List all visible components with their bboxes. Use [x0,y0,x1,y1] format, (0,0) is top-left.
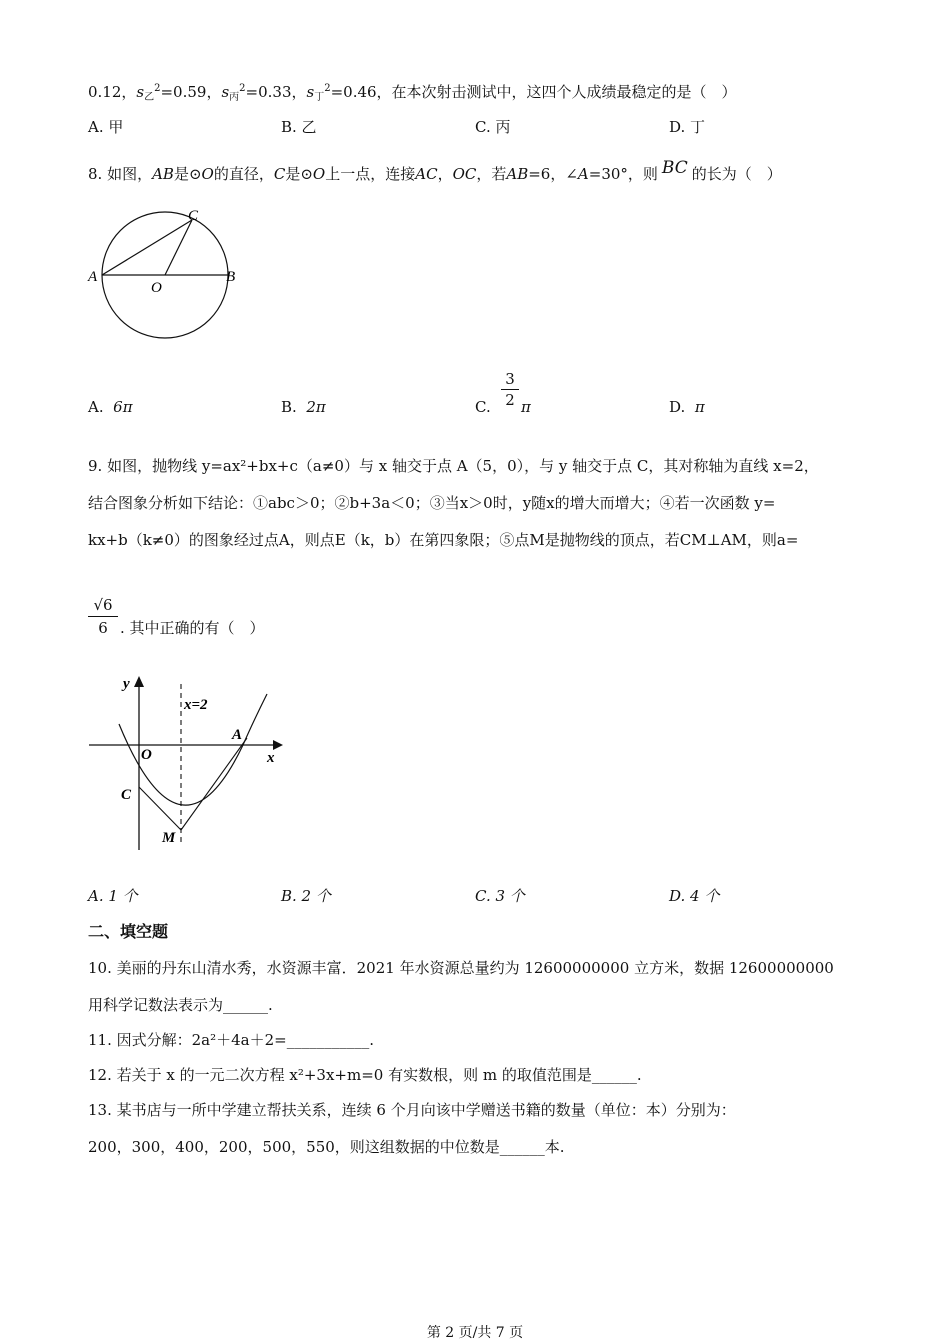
label-b: B [226,269,236,285]
q7-option-b: B. 乙 [281,118,317,136]
x-axis-arrow [273,740,283,750]
q8-option-c-pi: π [521,398,531,416]
q9-line-2: 结合图象分析如下结论：①abc＞0；②b+3a＜0；③当x＞0时，y随x的增大而增大；④若一次函数 y= [88,494,776,512]
q8-option-c: C. [475,398,491,416]
q9-option-d: D. 4 个 [669,887,720,905]
label-axis-x-equals-2: x=2 [184,697,208,713]
q8-option-b: B. 2π [281,398,326,416]
q13-line-1: 13. 某书店与一所中学建立帮扶关系，连续 6 个月向该中学赠送书籍的数量（单位：本）分别为： [88,1101,736,1119]
label-o: O [141,747,152,763]
q10-line-2: 用科学记数法表示为______. [88,996,273,1014]
q9-option-c: C. 3 个 [475,887,525,905]
q7-option-d: D. 丁 [669,118,706,136]
label-a: A [88,269,98,285]
q7-text: 0.12，$s_乙^2=0.59$，$s_丙^2=0.33$，$s_丁^2=0.46$，在本次射击测试中，这四个人成绩最稳定的是（ ） [88,83,737,103]
q8-option-d: D. π [669,398,705,416]
q9-fraction-sqrt6-over-6: $\frac{√6}{6}$ [88,594,118,639]
q13-line-2: 200，300，400，200，500，550，则这组数据的中位数是______本. [88,1138,565,1156]
q7-option-a: A. 甲 [88,118,124,136]
q12-text: 12. 若关于 x 的一元二次方程 x²+3x+m=0 有实数根，则 m 的取值范围是______. [88,1066,642,1084]
q8-option-c-fraction: $\frac{3}{2}$ [501,369,519,410]
label-c: C [188,208,199,224]
segment-am [181,738,247,830]
q8-text: 8. 如图，AB是⊙O的直径，C是⊙O上一点，连接AC，OC，若AB=6，∠A=30°，则 BC 的长为（ ） [88,158,782,183]
q8-circle-figure [82,200,252,345]
q9-option-a: A. 1 个 [88,887,138,905]
arc-bc: BC [661,158,688,178]
q9-question-tail: . 其中正确的有（ ） [120,619,265,637]
label-c: C [121,787,132,803]
q7-option-c: C. 丙 [475,118,511,136]
y-axis-arrow [134,676,144,687]
label-m: M [162,830,176,846]
label-o: O [151,280,162,296]
q8-option-a: A. 6π [88,398,133,416]
q9-line-3: kx+b（k≠0）的图象经过点A，则点E（k，b）在第四象限；⑤点M是抛物线的顶点，若CM⊥AM，则a= [88,531,799,549]
label-a: A [232,727,243,743]
q9-line-1: 9. 如图，抛物线 y=ax²+bx+c（a≠0）与 x 轴交于点 A（5，0），与 y 轴交于点 C，其对称轴为直线 x=2， [88,457,819,475]
q9-option-b: B. 2 个 [281,887,331,905]
page-footer: 第 2 页/共 7 页 [426,1325,524,1341]
label-x: x [267,750,275,766]
q11-text: 11. 因式分解：2a²＋4a＋2=___________. [88,1031,374,1049]
label-y: y [123,676,130,692]
section-title-fill-in: 二、填空题 [88,922,169,941]
q10-line-1: 10. 美丽的丹东山清水秀，水资源丰富．2021 年水资源总量约为 12600000000 立方米，数据 12600000000 [88,959,834,977]
q9-parabola-figure [85,670,295,860]
